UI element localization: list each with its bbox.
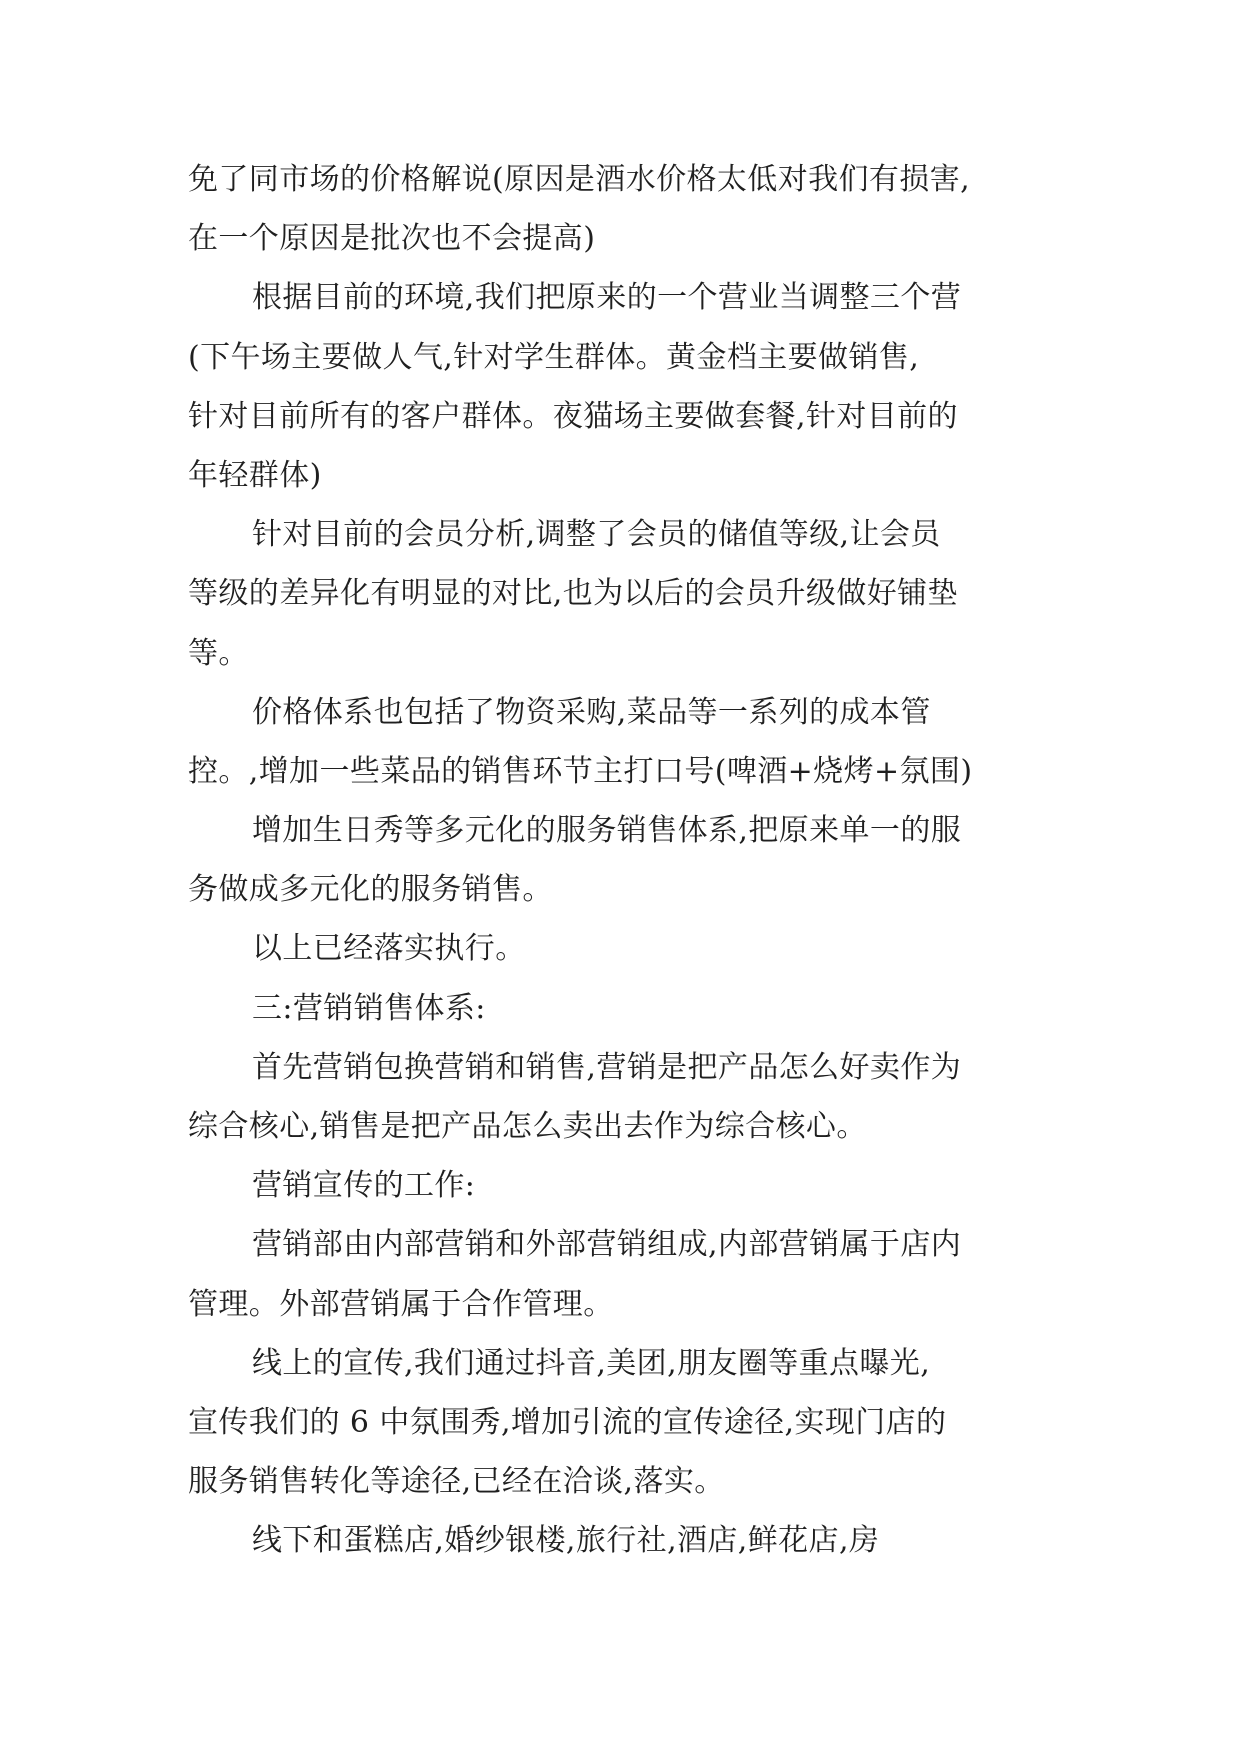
text-line: 根据目前的环境,我们把原来的一个营业当调整三个营	[252, 280, 962, 316]
text-line: 营销宣传的工作:	[252, 1168, 476, 1204]
text-line: 管理。外部营销属于合作管理。	[188, 1286, 614, 1322]
text-line: 增加生日秀等多元化的服务销售体系,把原来单一的服	[252, 813, 962, 849]
text-line: 首先营销包换营销和销售,营销是把产品怎么好卖作为	[252, 1049, 962, 1085]
text-line: 针对目前所有的客户群体。夜猫场主要做套餐,针对目前的	[188, 398, 958, 434]
text-line: 服务销售转化等途径,已经在洽谈,落实。	[188, 1464, 725, 1500]
text-line: 营销部由内部营销和外部营销组成,内部营销属于店内	[252, 1227, 962, 1263]
text-line: 控。,增加一些菜品的销售环节主打口号(啤酒+烧烤+氛围)	[188, 753, 973, 789]
text-line: 等。	[188, 635, 249, 671]
text-line: 三:营销销售体系:	[252, 990, 486, 1026]
text-line: 等级的差异化有明显的对比,也为以后的会员升级做好铺垫	[188, 576, 958, 612]
text-line: 宣传我们的 6 中氛围秀,增加引流的宣传途径,实现门店的	[188, 1404, 947, 1440]
text-line: (下午场主要做人气,针对学生群体。黄金档主要做销售,	[188, 339, 920, 375]
text-line: 线下和蛋糕店,婚纱银楼,旅行社,酒店,鲜花店,房	[252, 1523, 880, 1559]
text-line: 以上已经落实执行。	[252, 931, 526, 967]
text-line: 综合核心,销售是把产品怎么卖出去作为综合核心。	[188, 1109, 867, 1144]
document-body	[188, 150, 1088, 1571]
text-line: 针对目前的会员分析,调整了会员的储值等级,让会员	[252, 517, 941, 553]
text-line: 免了同市场的价格解说(原因是酒水价格太低对我们有损害,	[188, 162, 971, 197]
text-line: 在一个原因是批次也不会提高)	[188, 221, 596, 257]
text-line: 务做成多元化的服务销售。	[188, 872, 553, 908]
text-line: 线上的宣传,我们通过抖音,美团,朋友圈等重点曝光,	[252, 1345, 931, 1381]
text-line: 价格体系也包括了物资采购,菜品等一系列的成本管	[252, 694, 931, 730]
text-line: 年轻群体)	[188, 457, 322, 493]
